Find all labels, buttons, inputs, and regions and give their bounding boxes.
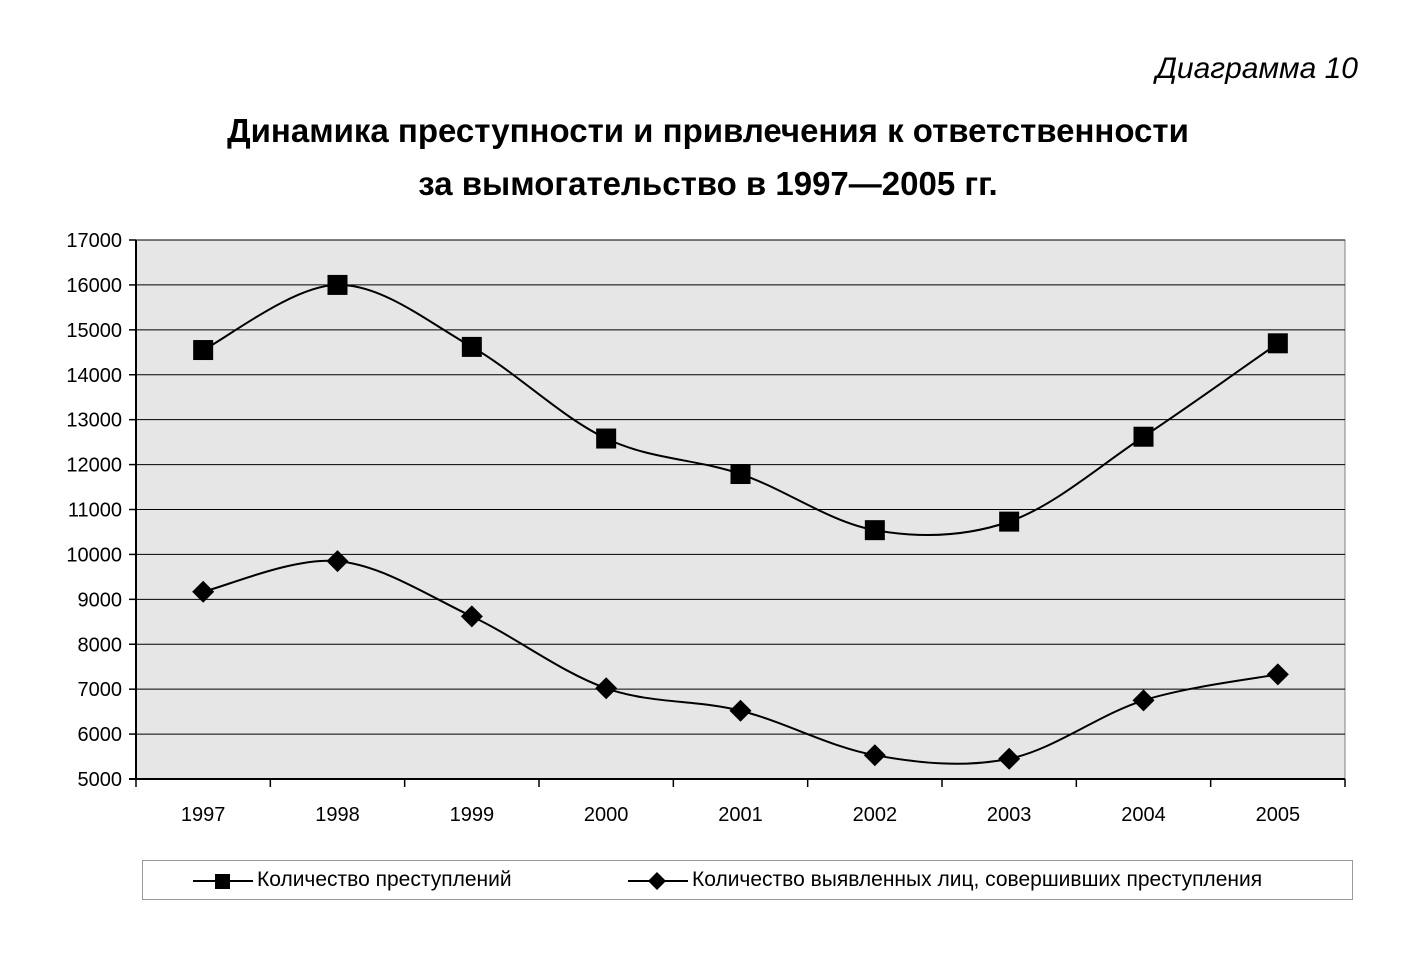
square-marker-icon [193, 870, 253, 892]
x-tick-label: 2001 [718, 804, 763, 826]
y-tick-label: 5000 [77, 769, 122, 791]
x-axis-ticks [136, 779, 1345, 826]
diamond-marker-icon [628, 870, 688, 892]
y-tick-label: 17000 [66, 230, 122, 252]
legend-label-crimes: Количество преступлений [257, 868, 512, 891]
y-tick-label: 8000 [77, 634, 122, 657]
y-tick-label: 11000 [67, 499, 122, 522]
square-data-point [999, 512, 1019, 532]
y-tick-label: 14000 [66, 364, 122, 387]
square-data-point [1268, 333, 1288, 353]
x-tick-label: 2004 [1121, 804, 1166, 826]
square-data-point [596, 429, 616, 449]
y-tick-label: 15000 [66, 319, 122, 342]
y-tick-label: 9000 [77, 589, 122, 612]
x-tick-label: 2002 [852, 804, 898, 826]
diagram-caption: Диаграмма 10 [1155, 52, 1358, 85]
y-tick-label: 13000 [66, 409, 122, 432]
x-tick-label: 1998 [315, 804, 360, 826]
x-tick-label: 2003 [986, 804, 1032, 826]
x-tick-label: 1999 [449, 804, 495, 826]
chart-title-line-2: за вымогательство в 1997—2005 гг. [418, 165, 998, 202]
chart-title-line-1: Динамика преступности и привлечения к ответственности [227, 112, 1189, 149]
square-data-point [731, 464, 751, 484]
square-data-point [1134, 427, 1154, 447]
x-tick-label: 2005 [1255, 804, 1301, 826]
x-tick-label: 1997 [180, 804, 226, 826]
square-data-point [462, 337, 482, 357]
y-tick-label: 6000 [77, 724, 122, 747]
y-axis-ticks [66, 230, 136, 791]
square-data-point [328, 275, 348, 295]
y-tick-label: 12000 [66, 454, 122, 477]
square-data-point [865, 520, 885, 540]
legend-label-offenders: Количество выявленных лиц, совершивших преступления [692, 868, 1263, 891]
y-tick-label: 10000 [66, 544, 122, 567]
square-data-point [193, 340, 213, 360]
x-tick-label: 2000 [583, 804, 629, 826]
y-tick-label: 16000 [66, 274, 122, 297]
y-tick-label: 7000 [77, 679, 122, 702]
legend [142, 860, 1353, 900]
